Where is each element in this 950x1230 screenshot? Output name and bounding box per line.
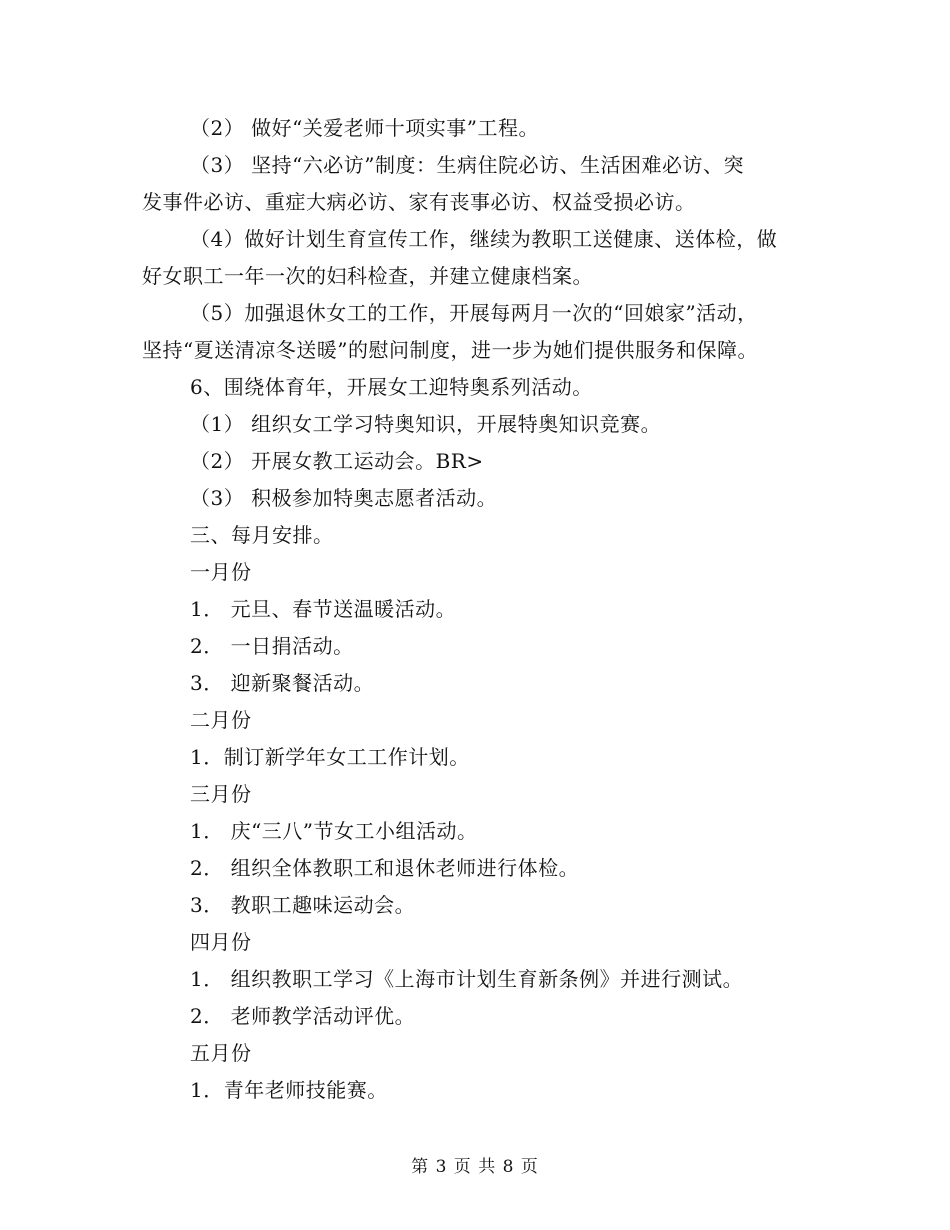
month-heading: 一月份 bbox=[190, 560, 252, 584]
text-line: （1） 组织女工学习特奥知识，开展特奥知识竞赛。 bbox=[190, 412, 662, 436]
text-line: （3） 坚持“六必访”制度：生病住院必访、生活困难必访、突 bbox=[190, 153, 745, 177]
text-line: （3） 积极参加特奥志愿者活动。 bbox=[190, 486, 498, 510]
text-line: 1． 元旦、春节送温暖活动。 bbox=[190, 597, 457, 621]
text-line: 3． 教职工趣味运动会。 bbox=[190, 893, 416, 917]
text-line: 1． 庆“三八”节女工小组活动。 bbox=[190, 819, 478, 843]
text-line: 1．制订新学年女工工作计划。 bbox=[190, 745, 470, 769]
text-line: 发事件必访、重症大病必访、家有丧事必访、权益受损必访。 bbox=[142, 190, 696, 214]
text-line: 2． 一日捐活动。 bbox=[190, 634, 354, 658]
text-line: （4）做好计划生育宣传工作，继续为教职工送健康、送体检，做 bbox=[190, 227, 778, 251]
text-line: 坚持“夏送清凉冬送暖”的慰问制度，进一步为她们提供服务和保障。 bbox=[142, 338, 758, 362]
text-line: 3． 迎新聚餐活动。 bbox=[190, 671, 375, 695]
section-heading: 三、每月安排。 bbox=[190, 523, 334, 547]
month-heading: 四月份 bbox=[190, 930, 252, 954]
month-heading: 二月份 bbox=[190, 708, 252, 732]
text-line: 好女职工一年一次的妇科检查，并建立健康档案。 bbox=[142, 264, 593, 288]
text-line: 1． 组织教职工学习《上海市计划生育新条例》并进行测试。 bbox=[190, 967, 744, 991]
text-line: （2） 开展女教工运动会。BR> bbox=[190, 449, 484, 473]
page-footer: 第 3 页 共 8 页 bbox=[411, 1157, 539, 1177]
text-line: 1．青年老师技能赛。 bbox=[190, 1078, 388, 1102]
text-line: 2． 组织全体教职工和退休老师进行体检。 bbox=[190, 856, 580, 880]
month-heading: 五月份 bbox=[190, 1041, 252, 1065]
text-line: 6、围绕体育年，开展女工迎特奥系列活动。 bbox=[190, 375, 593, 399]
text-line: （2） 做好“关爱老师十项实事”工程。 bbox=[190, 116, 540, 140]
text-line: （5）加强退休女工的工作，开展每两月一次的“回娘家”活动， bbox=[190, 301, 758, 325]
month-heading: 三月份 bbox=[190, 782, 252, 806]
text-line: 2． 老师教学活动评优。 bbox=[190, 1004, 416, 1028]
